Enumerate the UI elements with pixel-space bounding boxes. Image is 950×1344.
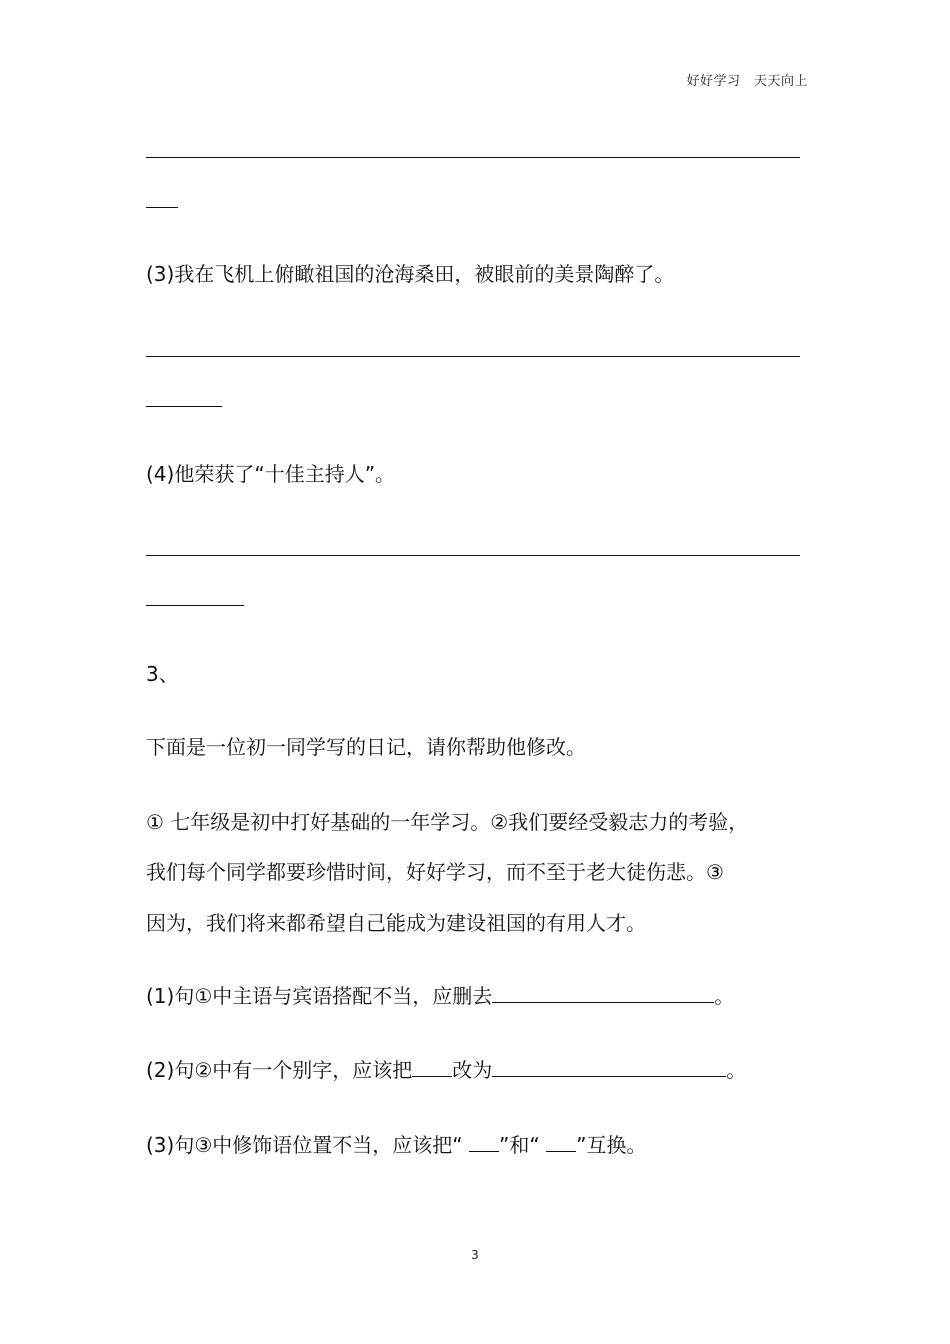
answer-line bbox=[146, 207, 178, 208]
section-3-number: 3、 bbox=[146, 662, 179, 686]
passage-line-2: 我们每个同学都要珍惜时间，好好学习，而不至于老大徒伤悲。③ bbox=[146, 860, 724, 884]
answer-line bbox=[146, 356, 800, 357]
sub-question-2-prefix: (2)句②中有一个别字，应该把 bbox=[146, 1058, 413, 1082]
sub-question-1-prefix: (1)句①中主语与宾语搭配不当，应删去 bbox=[146, 984, 493, 1008]
sub-question-1-suffix: 。 bbox=[714, 984, 735, 1008]
answer-blank[interactable] bbox=[412, 1058, 452, 1077]
answer-line bbox=[146, 406, 222, 407]
sub-question-2 bbox=[146, 1058, 746, 1082]
page-header: 好好学习 天天向上 bbox=[686, 74, 808, 89]
answer-blank[interactable] bbox=[492, 984, 714, 1003]
sub-question-3 bbox=[146, 1133, 646, 1157]
sub-question-2-middle: 改为 bbox=[452, 1058, 493, 1082]
answer-line bbox=[146, 605, 244, 606]
sub-question-3-middle: ”和“ bbox=[498, 1133, 547, 1157]
sub-question-1 bbox=[146, 984, 734, 1008]
answer-line bbox=[146, 157, 800, 158]
section-3-intro: 下面是一位初一同学写的日记，请你帮助他修改。 bbox=[146, 735, 586, 759]
question-2-4: (4)他荣获了“十佳主持人”。 bbox=[146, 462, 396, 486]
answer-line bbox=[146, 555, 800, 556]
answer-blank[interactable] bbox=[546, 1133, 576, 1152]
answer-blank[interactable] bbox=[492, 1058, 726, 1077]
sub-question-2-suffix: 。 bbox=[726, 1058, 747, 1082]
sub-question-3-prefix: (3)句③中修饰语位置不当，应该把“ bbox=[146, 1133, 469, 1157]
passage-line-3: 因为，我们将来都希望自己能成为建设祖国的有用人才。 bbox=[146, 911, 646, 935]
question-2-3: (3)我在飞机上俯瞰祖国的沧海桑田，被眼前的美景陶醉了。 bbox=[146, 262, 675, 286]
page-number: 3 bbox=[471, 1248, 479, 1262]
answer-blank[interactable] bbox=[469, 1133, 499, 1152]
sub-question-3-suffix: ”互换。 bbox=[576, 1133, 647, 1157]
passage-line-1: ① 七年级是初中打好基础的一年学习。②我们要经受毅志力的考验， bbox=[146, 810, 749, 834]
